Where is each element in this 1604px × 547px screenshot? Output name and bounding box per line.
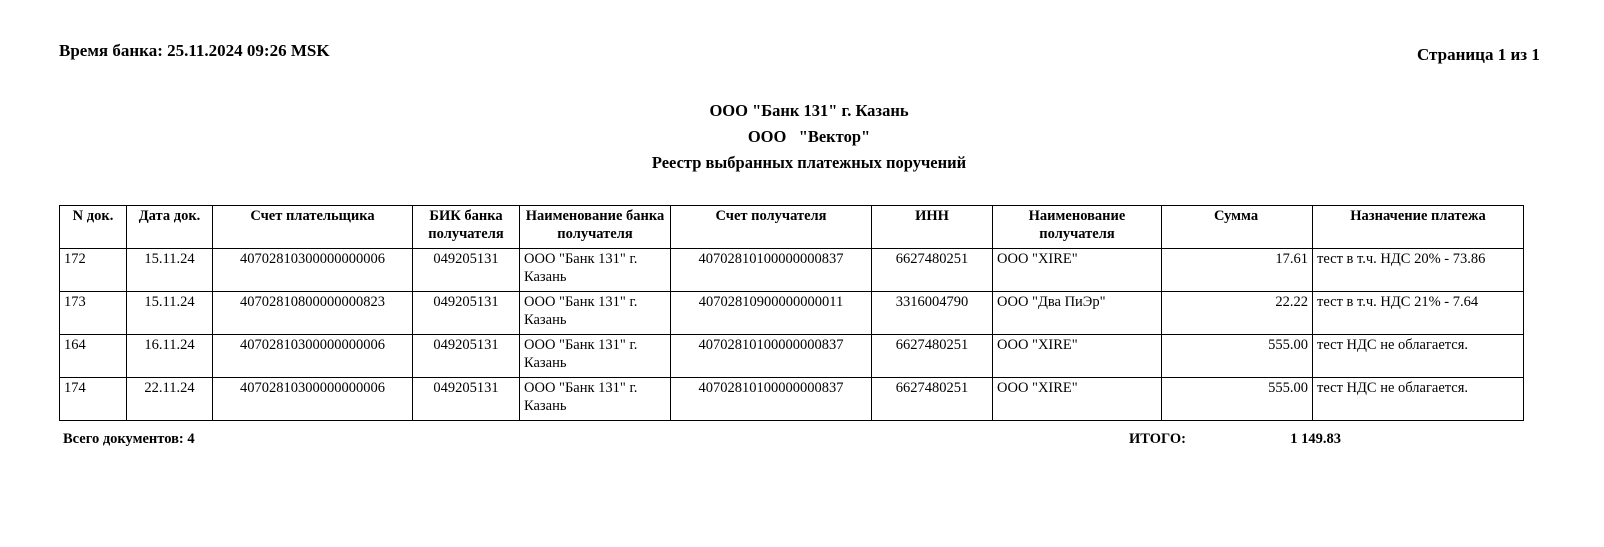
col-header-doc-number: N док. [60,206,127,249]
cell-recipient-bank: ООО "Банк 131" г. Казань [520,378,671,421]
cell-doc-number: 174 [60,378,127,421]
cell-recipient-account: 40702810100000000837 [671,249,872,292]
cell-inn: 6627480251 [872,378,993,421]
cell-bik: 049205131 [413,378,520,421]
table-header-row [60,206,1524,249]
cell-recipient-bank: ООО "Банк 131" г. Казань [520,249,671,292]
cell-amount: 555.00 [1162,378,1313,421]
cell-purpose: тест в т.ч. НДС 21% - 7.64 [1313,292,1524,335]
cell-recipient-name: ООО "XIRE" [993,378,1162,421]
total-amount: 1 149.83 [1290,431,1341,447]
cell-purpose: тест НДС не облагается. [1313,378,1524,421]
cell-bik: 049205131 [413,292,520,335]
cell-recipient-account: 40702810100000000837 [671,335,872,378]
table-row [60,378,1524,421]
page-number: Страница 1 из 1 [1417,45,1540,64]
col-header-payer-account: Счет плательщика [213,206,413,249]
bank-title: ООО "Банк 131" г. Казань [709,101,909,120]
cell-recipient-account: 40702810900000000011 [671,292,872,335]
cell-recipient-name: ООО "XIRE" [993,249,1162,292]
cell-purpose: тест НДС не облагается. [1313,335,1524,378]
report-titles [0,101,1604,179]
col-header-amount: Сумма [1162,206,1313,249]
cell-recipient-account: 40702810100000000837 [671,378,872,421]
cell-recipient-bank: ООО "Банк 131" г. Казань [520,292,671,335]
bank-time: Время банка: 25.11.2024 09:26 MSK [59,41,330,60]
report-title: Реестр выбранных платежных поручений [651,153,967,172]
cell-amount: 22.22 [1162,292,1313,335]
col-header-purpose: Назначение платежа [1313,206,1524,249]
total-label: ИТОГО: [1129,431,1187,447]
cell-payer-account: 40702810300000000006 [213,249,413,292]
col-header-inn: ИНН [872,206,993,249]
cell-inn: 3316004790 [872,292,993,335]
cell-inn: 6627480251 [872,249,993,292]
cell-doc-number: 164 [60,335,127,378]
col-header-doc-date: Дата док. [127,206,213,249]
cell-recipient-bank: ООО "Банк 131" г. Казань [520,335,671,378]
cell-doc-date: 16.11.24 [127,335,213,378]
cell-doc-date: 22.11.24 [127,378,213,421]
payments-table [59,205,1524,421]
table-row [60,335,1524,378]
cell-doc-number: 173 [60,292,127,335]
cell-doc-date: 15.11.24 [127,292,213,335]
col-header-recipient-name: Наименование получателя [993,206,1162,249]
cell-purpose: тест в т.ч. НДС 20% - 73.86 [1313,249,1524,292]
cell-amount: 555.00 [1162,335,1313,378]
cell-bik: 049205131 [413,335,520,378]
cell-recipient-name: ООО "XIRE" [993,335,1162,378]
table-row [60,292,1524,335]
cell-inn: 6627480251 [872,335,993,378]
cell-doc-date: 15.11.24 [127,249,213,292]
cell-payer-account: 40702810800000000823 [213,292,413,335]
cell-recipient-name: ООО "Два ПиЭр" [993,292,1162,335]
cell-payer-account: 40702810300000000006 [213,335,413,378]
company-title: ООО "Вектор" [747,127,871,146]
total-documents: Всего документов: 4 [63,431,195,447]
table-row [60,249,1524,292]
cell-doc-number: 172 [60,249,127,292]
col-header-recipient-bank: Наименование банка получателя [520,206,671,249]
cell-amount: 17.61 [1162,249,1313,292]
cell-payer-account: 40702810300000000006 [213,378,413,421]
col-header-bik: БИК банка получателя [413,206,520,249]
cell-bik: 049205131 [413,249,520,292]
col-header-recipient-account: Счет получателя [671,206,872,249]
